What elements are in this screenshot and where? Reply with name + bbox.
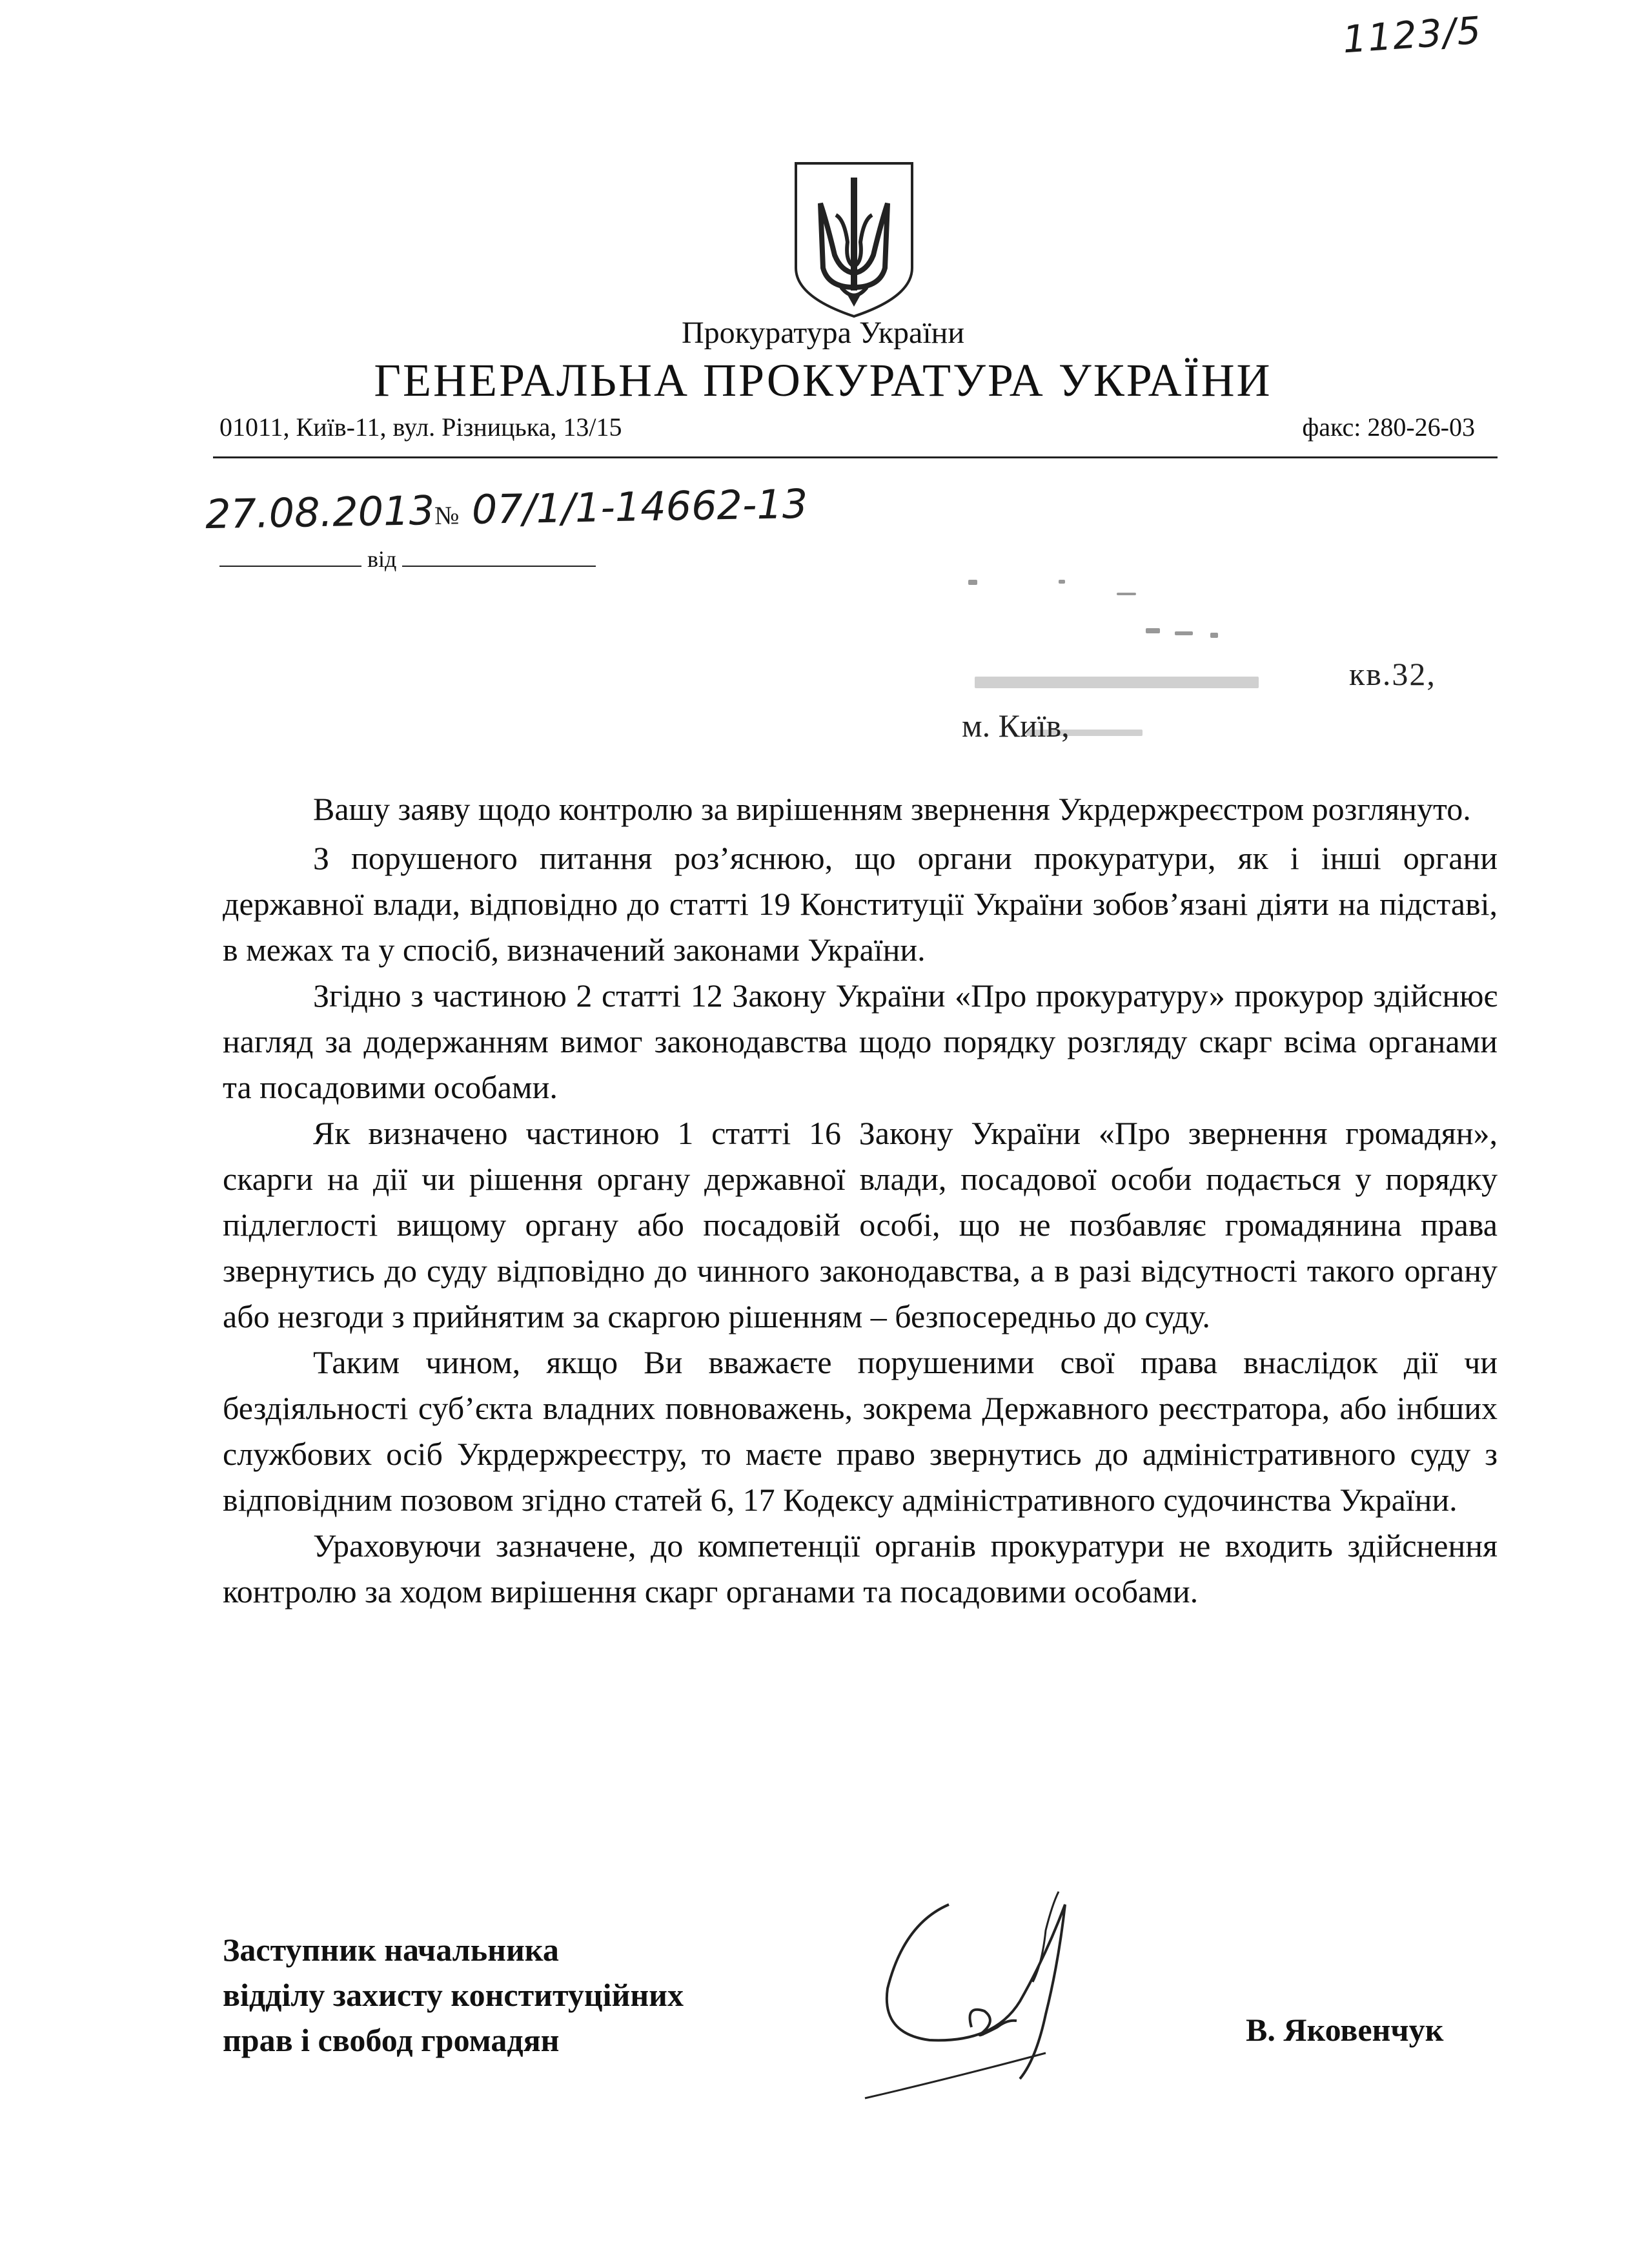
addressee-street: кв.32, [1349,656,1436,692]
body-paragraph: Вашу заяву щодо контролю за вирішенням звернення Укрдержреєстром розглянуто. [313,791,1471,827]
registry-stamp: 1123/5 [1341,8,1484,62]
signatory-line: відділу захисту конституційних [223,1977,684,2013]
signatory-title [223,1927,684,2063]
body-paragraph: Ураховуючи зазначене, до компетенції органів прокуратури не входить здійснення контролю за ходом вирішення скарг органами та посадовими особами. [223,1527,1498,1609]
org-address: 01011, Київ-11, вул. Різницька, 13/15 [219,413,622,442]
redaction-mark [968,580,977,585]
signatory-line: прав і свобод громадян [223,2022,560,2058]
org-title: ГЕНЕРАЛЬНА ПРОКУРАТУРА УКРАЇНИ [374,354,1272,406]
redaction-mark [1146,628,1160,633]
letter-body [223,786,1498,1615]
body-paragraph: Згідно з частиною 2 статті 12 Закону України «Про прокуратуру» прокурор здійснює нагляд за додержанням вимог законодавства щодо порядку розгляду скарг всіма органами та посадовими особами. [223,977,1498,1105]
number-sign: № [434,500,460,530]
date-line [219,546,596,573]
body-paragraph: З порушеного питання роз’яснюю, що органи прокуратури, як і інші органи державної влади, відповідно до статті 19 Конституції України зобов’язані діяти на підставі, в межах та у спосіб, визначений законами України. [223,840,1498,968]
body-paragraph: Як визначено частиною 1 статті 16 Закону України «Про звернення громадян», скарги на дії чи рішення органу державної влади, посадової особи подається у порядку підлеглості вищому органу або посадовій особі, що не позбавляє громадянина права звернутись до суду відповідно до чинного законодавства, а в разі відсутності такого органу або незгоди з прийнятим за скаргою рішенням – безпосередньо до суду. [223,1115,1498,1334]
outgoing-reference: 07/1/1-14662-13 [471,480,808,533]
org-subtitle: Прокуратура України [681,316,965,350]
coat-of-arms-icon [789,158,919,320]
redaction-mark [975,677,1259,688]
redaction-mark [1175,631,1193,635]
outgoing-number [205,480,808,538]
org-fax: факс: 280-26-03 [1302,413,1475,442]
body-paragraph: Таким чином, якщо Ви вважаєте порушеними свої права внаслідок дії чи бездіяльності суб’єкта владних повноважень, зокрема Державного реєстратора, або інбших службових осіб Укрдержреєстру, то маєте право звернутись до адміністративного суду з відповідним позовом згідно статей 6, 17 Кодексу адміністративного судочинства України. [223,1344,1498,1518]
redaction-mark [1117,593,1136,595]
redaction-mark [1059,580,1065,584]
redaction-mark [1210,633,1218,638]
signatory-line: Заступник начальника [223,1932,559,1968]
outgoing-date: 27.08.2013 [205,486,435,538]
blank-field [402,546,596,567]
addressee-block [962,568,1491,762]
date-line-label: від [367,546,397,572]
addressee-city: м. Київ, [962,708,1070,744]
signature-icon [852,1866,1188,2111]
signer-name: В. Яковенчук [1246,2012,1444,2048]
header-divider [213,456,1498,458]
blank-field [219,546,361,567]
